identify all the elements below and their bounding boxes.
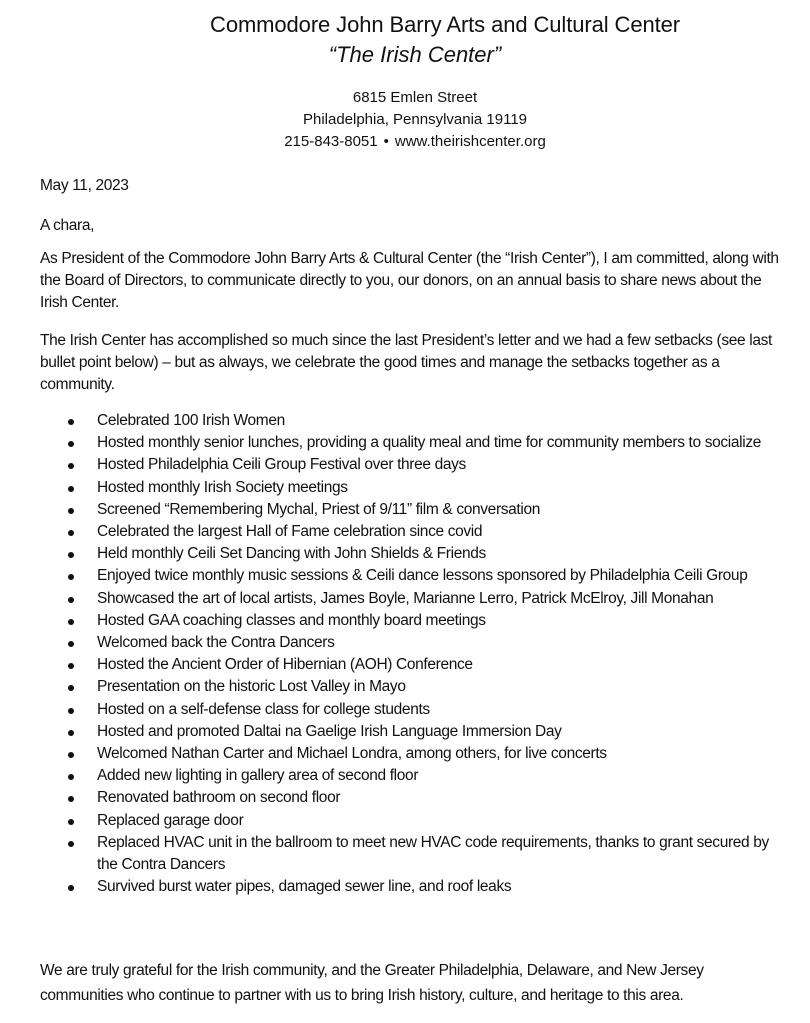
list-item: Presentation on the historic Lost Valley in Mayo [40,676,780,698]
bullet-icon [68,774,74,780]
bullet-icon [68,597,74,603]
bullet-icon [68,885,74,891]
list-item: Hosted GAA coaching classes and monthly board meetings [40,610,780,632]
bullet-separator-icon: • [383,133,389,150]
bullet-icon [68,819,74,825]
list-item: Hosted and promoted Daltai na Gaelige Irish Language Immersion Day [40,721,780,743]
closing-paragraph: We are truly grateful for the Irish community, and the Greater Philadelphia, Delaware, and New Jersey communities who continue to partner with us to bring Irish history, culture, and heritage to this area. [40,962,704,1004]
list-item: Held monthly Ceili Set Dancing with John Shields & Friends [40,543,780,565]
list-item: Renovated bathroom on second floor [40,787,780,809]
list-item: Showcased the art of local artists, James Boyle, Marianne Lerro, Patrick McElroy, Jill Monahan [40,588,780,610]
list-item: Celebrated 100 Irish Women [40,410,780,432]
bullet-icon [68,730,74,736]
list-item: Added new lighting in gallery area of second floor [40,765,780,787]
accomplishments-list [40,410,780,898]
phone-number: 215-843-8051 [284,133,378,150]
list-item: Replaced HVAC unit in the ballroom to meet new HVAC code requirements, thanks to grant secured by the Contra Dancers [40,832,780,876]
list-item: Welcomed back the Contra Dancers [40,632,780,654]
bullet-icon [68,441,74,447]
bullet-icon [68,574,74,580]
bullet-icon [68,708,74,714]
list-item: Replaced garage door [40,810,780,832]
bullet-icon [68,641,74,647]
city-state-zip: Philadelphia, Pennsylvania 19119 [302,111,528,128]
organization-name: Commodore John Barry Arts and Cultural Center [210,12,680,37]
website-link[interactable]: www.theirishcenter.org [394,133,546,150]
bullet-icon [68,841,74,847]
list-item: Hosted Philadelphia Ceili Group Festival over three days [40,454,780,476]
bullet-icon [68,752,74,758]
bullet-icon [68,530,74,536]
list-item: Hosted monthly Irish Society meetings [40,477,780,499]
list-item: Screened “Remembering Mychal, Priest of 9/11” film & conversation [40,499,780,521]
list-item: Hosted monthly senior lunches, providing a quality meal and time for community members to socialize [40,432,780,454]
street-address: 6815 Emlen Street [352,89,478,106]
bullet-icon [68,552,74,558]
list-item: Welcomed Nathan Carter and Michael Londra, among others, for live concerts [40,743,780,765]
intro-paragraph: As President of the Commodore John Barry Arts & Cultural Center (the “Irish Center”), I am committed, along with the Board of Directors, to communicate directly to you, our donors, on an annual basis to share news about the Irish Center. [40,250,779,311]
list-item: Hosted the Ancient Order of Hibernian (AOH) Conference [40,654,780,676]
bullet-icon [68,796,74,802]
list-item: Survived burst water pipes, damaged sewer line, and roof leaks [40,876,780,898]
accomplishments-intro-paragraph: The Irish Center has accomplished so much since the last President’s letter and we had a few setbacks (see last bullet point below) – but as always, we celebrate the good times and manage the setbacks together as a community. [40,332,772,393]
organization-nickname: “The Irish Center” [328,42,502,67]
list-item: Celebrated the largest Hall of Fame celebration since covid [40,521,780,543]
bullet-icon [68,463,74,469]
bullet-icon [68,685,74,691]
bullet-icon [68,619,74,625]
bullet-icon [68,663,74,669]
contact-line [190,133,640,150]
list-item: Hosted on a self-defense class for college students [40,699,780,721]
letter-date: May 11, 2023 [40,177,129,194]
bullet-icon [68,508,74,514]
bullet-icon [68,419,74,425]
bullet-icon [68,486,74,492]
list-item: Enjoyed twice monthly music sessions & Ceili dance lessons sponsored by Philadelphia Ceili Group [40,565,780,587]
salutation: A chara, [40,217,95,234]
